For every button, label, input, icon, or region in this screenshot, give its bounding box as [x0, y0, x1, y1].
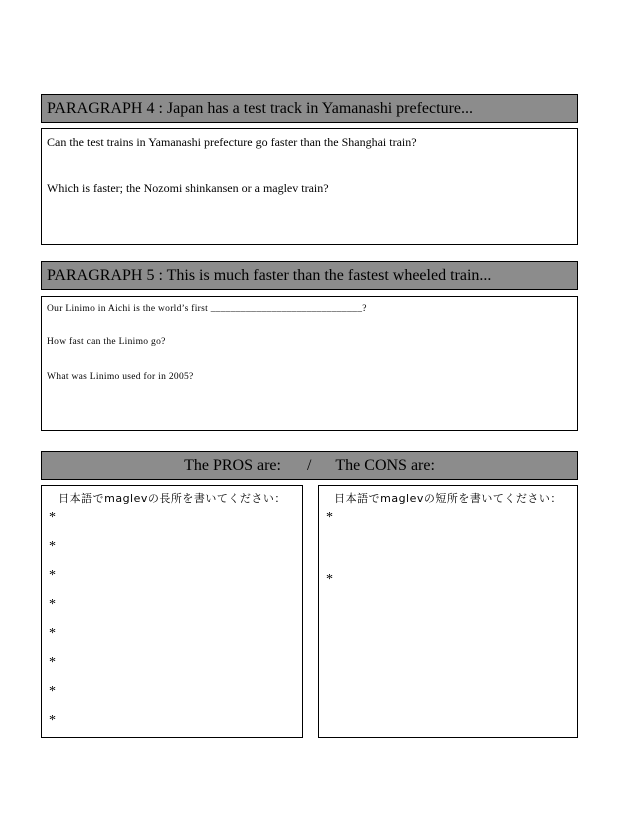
pros-cons-separator: /: [306, 457, 312, 474]
pros-bullet: *: [49, 510, 56, 525]
cons-bullet: *: [326, 510, 333, 525]
pros-label: The PROS are:: [184, 457, 281, 474]
paragraph5-question-1: Our Linimo in Aichi is the world’s first ______________________________?: [47, 304, 367, 314]
pros-cons-header: [41, 451, 578, 480]
paragraph5-question-2: How fast can the Linimo go?: [47, 337, 166, 347]
cons-bullet: *: [326, 572, 333, 587]
pros-answer-box[interactable]: [41, 485, 303, 738]
paragraph4-answer-box[interactable]: [41, 128, 578, 245]
cons-heading: 日本語でmaglevの短所を書いてください：: [334, 492, 562, 505]
pros-bullet: *: [49, 713, 56, 728]
paragraph5-question-3: What was Linimo used for in 2005?: [47, 372, 194, 382]
paragraph5-title: PARAGRAPH 5 : This is much faster than the fastest wheeled train...: [47, 267, 492, 284]
paragraph5-answer-box[interactable]: [41, 296, 578, 431]
paragraph4-title: PARAGRAPH 4 : Japan has a test track in Yamanashi prefecture...: [47, 100, 474, 117]
paragraph4-header: [41, 94, 578, 123]
pros-bullet: *: [49, 626, 56, 641]
cons-answer-box[interactable]: [318, 485, 578, 738]
pros-heading: 日本語でmaglevの長所を書いてください：: [58, 492, 286, 505]
pros-bullet: *: [49, 684, 56, 699]
pros-bullet: *: [49, 655, 56, 670]
paragraph4-question-1: Can the test trains in Yamanashi prefecture go faster than the Shanghai train?: [47, 135, 417, 149]
pros-bullet: *: [49, 568, 56, 583]
paragraph4-question-2: Which is faster; the Nozomi shinkansen or a maglev train?: [47, 181, 329, 195]
pros-bullet: *: [49, 539, 56, 554]
pros-bullet: *: [49, 597, 56, 612]
paragraph5-header: [41, 261, 578, 290]
cons-label: The CONS are:: [335, 457, 435, 474]
